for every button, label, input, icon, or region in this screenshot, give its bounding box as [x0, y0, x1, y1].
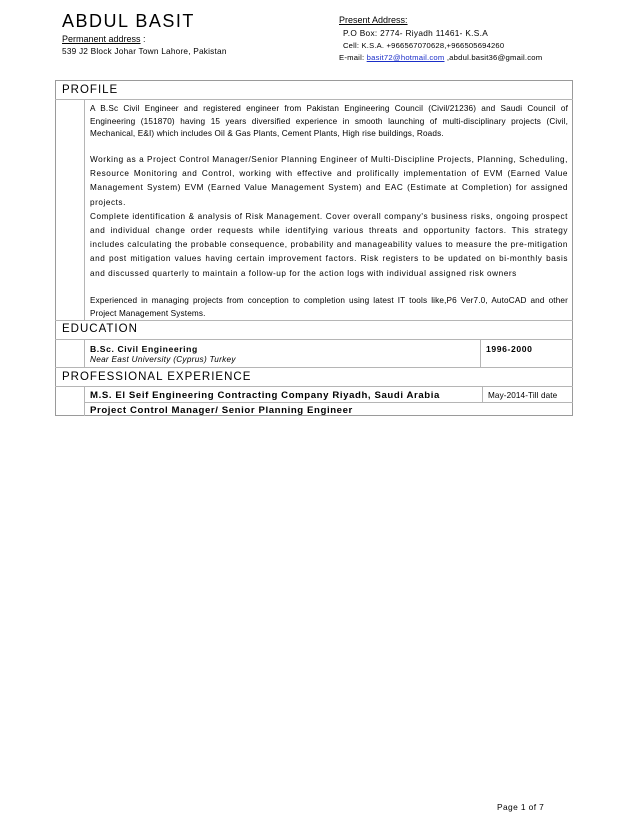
education-degree: B.Sc. Civil Engineering	[90, 344, 198, 354]
permanent-address-colon: :	[140, 34, 146, 44]
email-line	[339, 53, 542, 62]
profile-tools	[90, 295, 568, 320]
experience-row-divider	[84, 402, 573, 403]
experience-role: Project Control Manager/ Senior Planning Engineer	[90, 405, 353, 416]
email-link[interactable]: basit72@hotmail.com	[366, 53, 445, 62]
profile-paragraph-2: Working as a Project Control Manager/Senior Planning Engineer of Multi-Discipline Projects, Planning, Scheduling, Resource Monitoring and Control, working with effective and prolifically implementation of EVM (Earned Value Management System) EVM (Earned Value Management System) and EAC (Estimate at Completion) for assigned projects.	[90, 155, 568, 207]
present-address-po-box: P.O Box: 2774- Riyadh 11461- K.S.A	[343, 28, 489, 38]
experience-date-rule	[482, 386, 483, 402]
profile-summary	[90, 103, 568, 141]
education-indent-rule	[84, 339, 85, 367]
experience-company: M.S. El Seif Engineering Contracting Company Riyadh, Saudi Arabia	[90, 390, 440, 401]
education-heading: EDUCATION	[62, 323, 138, 335]
profile-details	[90, 153, 568, 281]
candidate-name: ABDUL BASIT	[62, 11, 195, 31]
present-address-phone: Cell: K.S.A. +966567070628,+966505694260	[343, 41, 505, 50]
profile-paragraph-3: Complete identification & analysis of Risk Management. Cover overall company's business risks, ongoing prospect and individual change order requests while identifying various threats and opportunity factors. This strategy includes calculating the probable consequence, probability and manageability values to measure the pre-mitigation and post mitigation values having certain improvement factors. Risk registers to be updated on bi-monthly basis and discussed quarterly to maintain a follow-up for the action logs with individual assigned risk owners	[90, 211, 568, 278]
education-years: 1996-2000	[486, 344, 533, 354]
permanent-address-value: 539 J2 Block Johar Town Lahore, Pakistan	[62, 46, 227, 56]
email-secondary: ,abdul.basit36@gmail.com	[444, 53, 543, 62]
profile-indent-rule	[84, 99, 85, 320]
education-date-rule	[480, 339, 481, 367]
profile-paragraph-4: Experienced in managing projects from conception to completion using latest IT tools like,P6 Ver7.0, AutoCAD and other Project Management Systems.	[90, 296, 568, 318]
profile-paragraph-1: A B.Sc Civil Engineer and registered engineer from Pakistan Engineering Council (Civil/21236) and Saudi Council of Engineering (151870) having 15 years diversified experience in smooth launching of multi-disciplinary projects (Civil, Mechanical, E&I) which includes Oil & Gas Plants, Cement Plants, High rise buildings, Roads.	[90, 104, 568, 138]
experience-header-divider	[55, 386, 573, 387]
education-header-divider	[55, 339, 573, 340]
profile-header-divider	[55, 99, 573, 100]
permanent-address-label	[62, 34, 146, 44]
profile-bottom-divider	[55, 320, 573, 321]
experience-dates: May-2014-Till date	[488, 391, 558, 400]
present-address-label: Present Address:	[339, 15, 408, 25]
email-prefix: E-mail:	[339, 53, 367, 62]
profile-heading: PROFILE	[62, 84, 119, 96]
education-bottom-divider	[55, 367, 573, 368]
page-number: Page 1 of 7	[497, 802, 545, 812]
experience-heading: PROFESSIONAL EXPERIENCE	[62, 371, 252, 383]
permanent-address-label-text: Permanent address	[62, 34, 141, 44]
education-university: Near East University (Cyprus) Turkey	[90, 355, 236, 364]
experience-indent-rule	[84, 386, 85, 416]
